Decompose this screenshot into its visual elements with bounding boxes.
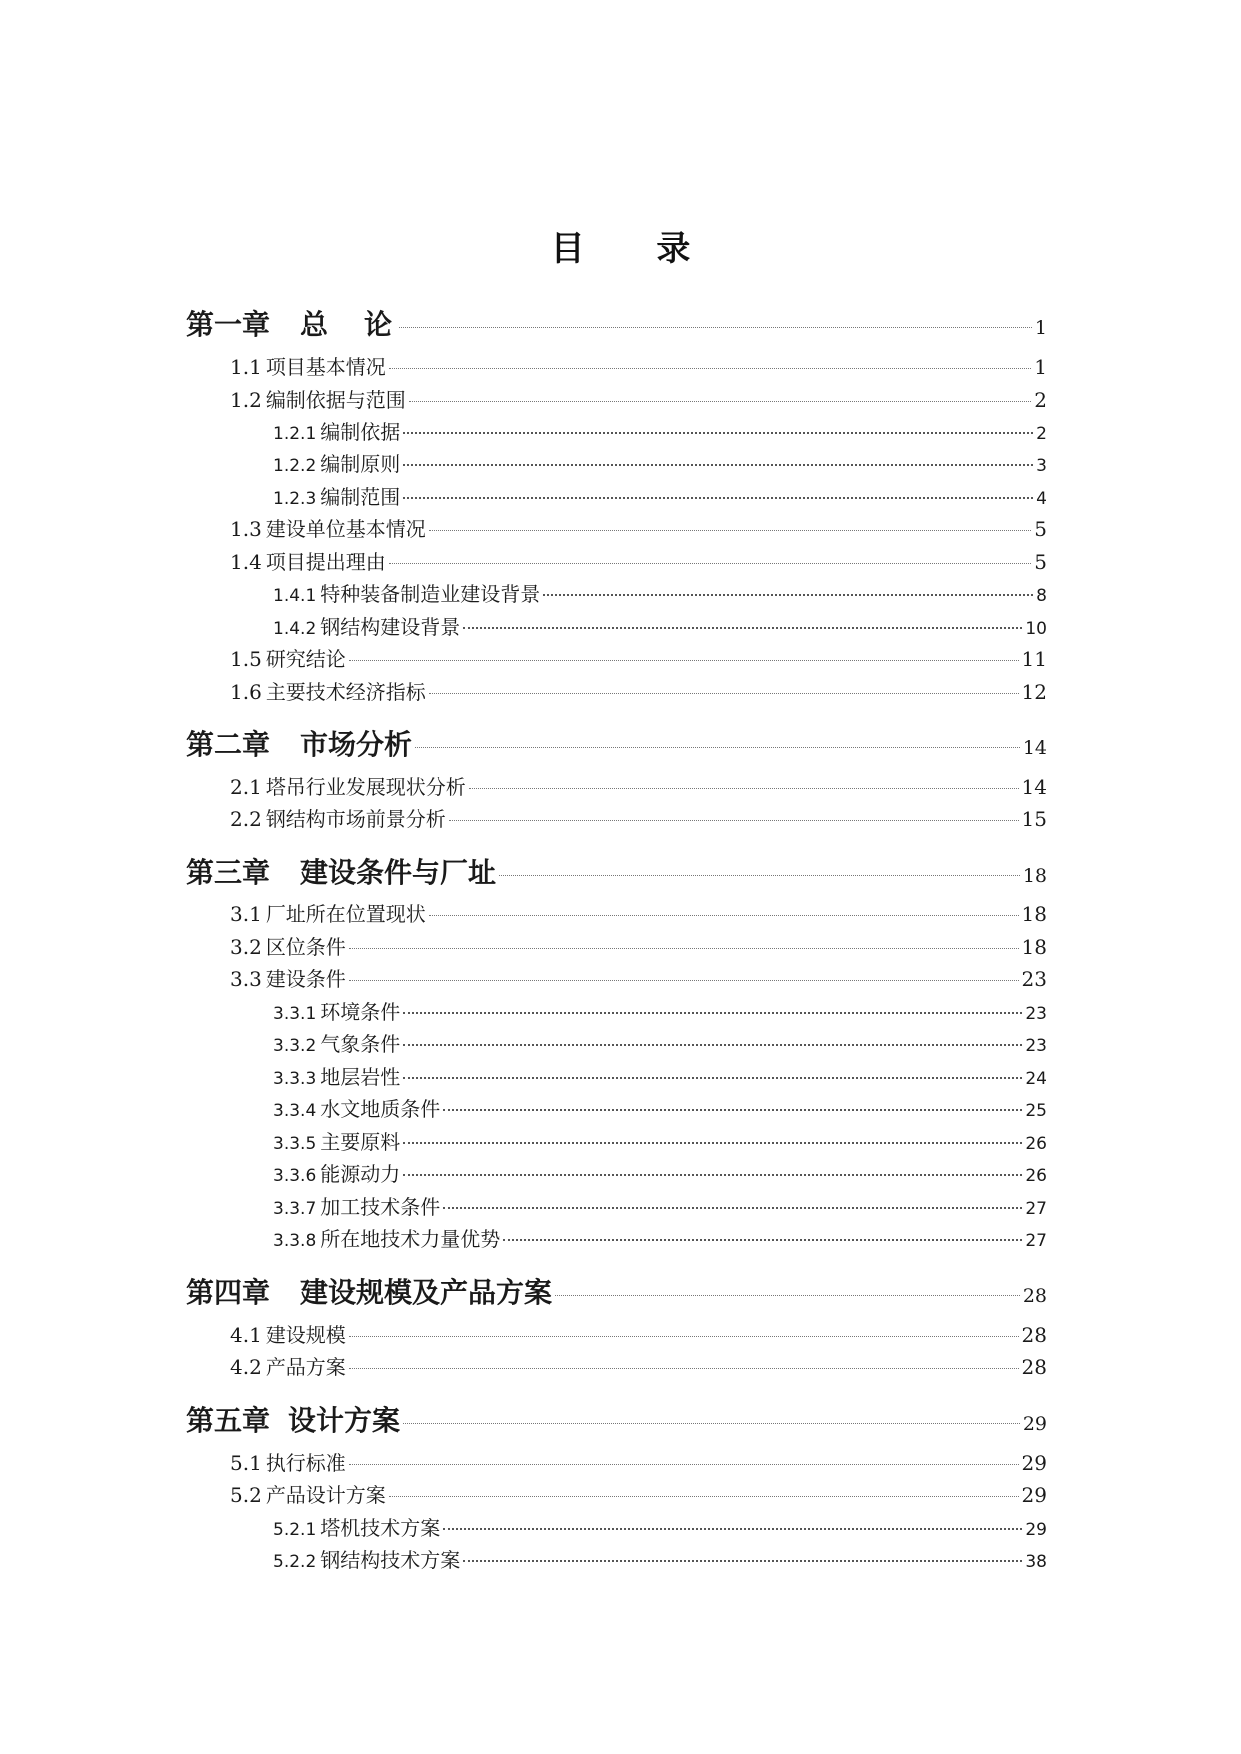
toc-entry-number: 5.2: [230, 1483, 262, 1507]
toc-entry-label: [273, 1191, 440, 1220]
toc-entry-page-number: 14: [1021, 775, 1047, 799]
toc-entry-page-number: 23: [1025, 1036, 1047, 1056]
toc-entry-text: 钢结构市场前景分析: [265, 807, 446, 831]
toc-entry-label: [273, 448, 400, 477]
toc-entry-number: 1.4: [230, 550, 262, 574]
toc-entry-text: 加工技术条件: [320, 1195, 441, 1219]
toc-entry-number: 4.1: [230, 1323, 262, 1347]
toc-entry-text: 气象条件: [320, 1032, 401, 1056]
dot-leader: [415, 747, 1020, 748]
toc-entry-section[interactable]: [230, 931, 1047, 960]
toc-entry-section[interactable]: [230, 1447, 1047, 1476]
dot-leader: [403, 1423, 1020, 1424]
toc-entry-sub[interactable]: [273, 416, 1047, 445]
toc-entry-number: 2.2: [230, 807, 262, 831]
toc-entry-label: [273, 611, 460, 640]
toc-entry-page-number: 29: [1021, 1483, 1047, 1507]
dot-leader: [499, 875, 1020, 876]
toc-entry-text: 钢结构建设背景: [320, 615, 461, 639]
toc-entry-section[interactable]: [230, 771, 1047, 800]
toc-entry-page-number: 18: [1021, 902, 1047, 926]
toc-entry-label: [230, 1447, 346, 1476]
toc-entry-label: [273, 416, 400, 445]
toc-entry-text: 建设规模: [265, 1323, 346, 1347]
dot-leader: [543, 594, 1033, 596]
toc-entry-number: 2.1: [230, 775, 262, 799]
dot-leader: [349, 1336, 1019, 1337]
toc-entry-number: 1.6: [230, 680, 262, 704]
toc-entry-text: 设计方案: [288, 1404, 401, 1437]
toc-entry-label: [273, 1544, 460, 1573]
toc-entry-number: 5.2.2: [273, 1552, 317, 1572]
toc-entry-label: [230, 643, 346, 672]
dot-leader: [429, 693, 1019, 694]
toc-entry-text: 主要原料: [320, 1130, 401, 1154]
toc-entry-page-number: 5: [1034, 517, 1047, 541]
dot-leader: [389, 1496, 1019, 1497]
toc-entry-text: 产品方案: [265, 1355, 346, 1379]
toc-entry-chapter[interactable]: [186, 1399, 1047, 1439]
toc-entry-text: 项目基本情况: [265, 355, 386, 379]
toc-entry-page-number: 27: [1025, 1231, 1047, 1251]
toc-entry-label: [186, 303, 396, 343]
toc-entry-page-number: 27: [1025, 1199, 1047, 1219]
toc-entry-section[interactable]: [230, 384, 1047, 413]
toc-entry-text: 塔机技术方案: [320, 1516, 441, 1540]
toc-entry-chapter[interactable]: [186, 1271, 1047, 1311]
dot-leader: [463, 1560, 1022, 1562]
toc-entry-label: [273, 1061, 400, 1090]
toc-entry-sub[interactable]: [273, 1512, 1047, 1541]
toc-entry-section[interactable]: [230, 1479, 1047, 1508]
toc-entry-label: [186, 851, 496, 891]
toc-entry-number: 3.3.3: [273, 1069, 317, 1089]
toc-entry-text: 产品设计方案: [265, 1483, 386, 1507]
toc-entry-text: 研究结论: [265, 647, 346, 671]
dot-leader: [463, 627, 1022, 629]
toc-entry-page-number: 18: [1021, 935, 1047, 959]
toc-entry-label: [230, 1319, 346, 1348]
dot-leader: [349, 980, 1019, 981]
toc-entry-number: 5.2.1: [273, 1520, 317, 1540]
dot-leader: [403, 1012, 1022, 1014]
toc-entry-page-number: 1: [1034, 355, 1047, 379]
dot-leader: [349, 1368, 1019, 1369]
toc-entry-number: 4.2: [230, 1355, 262, 1379]
dot-leader: [443, 1207, 1022, 1209]
toc-entry-text: 所在地技术力量优势: [320, 1227, 501, 1251]
toc-entry-section[interactable]: [230, 546, 1047, 575]
dot-leader: [399, 327, 1032, 328]
toc-entry-page-number: 14: [1022, 737, 1047, 759]
toc-entry-number: 1.2.1: [273, 424, 317, 444]
toc-entry-label: [186, 1271, 552, 1311]
toc-entry-page-number: 25: [1025, 1101, 1047, 1121]
toc-entry-text: 项目提出理由: [265, 550, 386, 574]
toc-entry-section[interactable]: [230, 643, 1047, 672]
page-title: 目 录: [550, 229, 721, 269]
toc-entry-page-number: 28: [1021, 1355, 1047, 1379]
dot-leader: [403, 1044, 1022, 1046]
toc-entry-sub[interactable]: [273, 1223, 1047, 1252]
toc-entry-number: 1.1: [230, 355, 262, 379]
toc-entry-number: 1.5: [230, 647, 262, 671]
toc-entry-number: 第四章: [186, 1276, 271, 1309]
toc-entry-text: 主要技术经济指标: [265, 680, 426, 704]
toc-entry-label: [230, 546, 386, 575]
dot-leader: [349, 1464, 1019, 1465]
toc-entry-section[interactable]: [230, 803, 1047, 832]
toc-entry-number: 1.4.2: [273, 619, 317, 639]
toc-entry-text: 水文地质条件: [320, 1097, 441, 1121]
dot-leader: [555, 1295, 1020, 1296]
toc-entry-text: 塔吊行业发展现状分析: [265, 775, 466, 799]
toc-entry-number: 3.3.1: [273, 1004, 317, 1024]
toc-entry-sub[interactable]: [273, 1158, 1047, 1187]
toc-entry-text: 总 论: [300, 308, 397, 341]
toc-entry-label: [273, 1093, 440, 1122]
dot-leader: [403, 464, 1033, 466]
toc-entry-page-number: 18: [1022, 865, 1047, 887]
toc-entry-text: 建设条件与厂址: [300, 856, 497, 889]
toc-entry-number: 1.2: [230, 388, 262, 412]
toc-entry-text: 区位条件: [265, 935, 346, 959]
toc-entry-text: 建设条件: [265, 967, 346, 991]
toc-entry-page-number: 29: [1025, 1520, 1047, 1540]
toc-entry-sub[interactable]: [273, 481, 1047, 510]
toc-entry-number: 1.2.3: [273, 489, 317, 509]
toc-entry-number: 3.3.4: [273, 1101, 317, 1121]
toc-entry-label: [230, 771, 466, 800]
toc-entry-number: 1.3: [230, 517, 262, 541]
toc-entry-chapter[interactable]: [186, 851, 1047, 891]
toc-entry-text: 特种装备制造业建设背景: [320, 582, 541, 606]
dot-leader: [503, 1239, 1022, 1241]
toc-entry-page-number: 1: [1034, 317, 1047, 339]
toc-entry-label: [273, 1512, 440, 1541]
toc-entry-section[interactable]: [230, 898, 1047, 927]
toc-entry-text: 执行标准: [265, 1451, 346, 1475]
toc-entry-number: 3.3.2: [273, 1036, 317, 1056]
dot-leader: [349, 948, 1019, 949]
toc-entry-label: [230, 513, 426, 542]
toc-entry-label: [273, 481, 400, 510]
toc-entry-sub[interactable]: [273, 1544, 1047, 1573]
toc-entry-text: 编制依据: [320, 420, 401, 444]
toc-entry-number: 3.2: [230, 935, 262, 959]
toc-entry-sub[interactable]: [273, 611, 1047, 640]
toc-entry-number: 第二章: [186, 728, 271, 761]
toc-entry-page-number: 3: [1036, 456, 1047, 476]
dot-leader: [403, 497, 1033, 499]
dot-leader: [469, 788, 1019, 789]
toc-entry-label: [186, 1399, 400, 1439]
dot-leader: [403, 432, 1033, 434]
toc-entry-number: 1.4.1: [273, 586, 317, 606]
toc-entry-text: 编制依据与范围: [265, 388, 406, 412]
dot-leader: [403, 1077, 1022, 1079]
toc-entry-page-number: 28: [1022, 1285, 1047, 1307]
toc-entry-text: 环境条件: [320, 1000, 401, 1024]
toc-entry-label: [273, 996, 400, 1025]
toc-entry-text: 厂址所在位置现状: [265, 902, 426, 926]
toc-entry-text: 建设单位基本情况: [265, 517, 426, 541]
toc-entry-text: 编制原则: [320, 452, 401, 476]
toc-entry-label: [230, 676, 426, 705]
toc-entry-label: [273, 1158, 400, 1187]
toc-entry-page-number: 23: [1025, 1004, 1047, 1024]
toc-entry-chapter[interactable]: [186, 303, 1047, 343]
dot-leader: [403, 1142, 1022, 1144]
dot-leader: [443, 1109, 1022, 1111]
toc-entry-sub[interactable]: [273, 1126, 1047, 1155]
toc-entry-section[interactable]: [230, 1351, 1047, 1380]
toc-entry-sub[interactable]: [273, 1061, 1047, 1090]
toc-entry-number: 3.1: [230, 902, 262, 926]
toc-entry-page-number: 26: [1025, 1166, 1047, 1186]
toc-entry-section[interactable]: [230, 513, 1047, 542]
dot-leader: [449, 820, 1019, 821]
toc-entry-sub[interactable]: [273, 1028, 1047, 1057]
toc-entry-section[interactable]: [230, 676, 1047, 705]
toc-entry-text: 建设规模及产品方案: [300, 1276, 553, 1309]
toc-entry-label: [273, 1126, 400, 1155]
toc-entry-page-number: 2: [1036, 424, 1047, 444]
toc-entry-label: [230, 898, 426, 927]
toc-entry-label: [230, 351, 386, 380]
toc-entry-chapter[interactable]: [186, 723, 1047, 763]
toc-entry-text: 能源动力: [320, 1162, 401, 1186]
toc-entry-label: [230, 931, 346, 960]
toc-entry-number: 第五章: [186, 1404, 271, 1437]
toc-entry-number: 第一章: [186, 308, 271, 341]
toc-entry-number: 5.1: [230, 1451, 262, 1475]
toc-entry-page-number: 23: [1021, 967, 1047, 991]
toc-entry-text: 地层岩性: [320, 1065, 401, 1089]
dot-leader: [349, 660, 1019, 661]
toc-entry-label: [230, 384, 406, 413]
dot-leader: [403, 1174, 1022, 1176]
toc-entry-sub[interactable]: [273, 996, 1047, 1025]
toc-entry-page-number: 38: [1025, 1552, 1047, 1572]
toc-entry-number: 3.3.6: [273, 1166, 317, 1186]
toc-entry-sub[interactable]: [273, 1191, 1047, 1220]
toc-entry-page-number: 15: [1021, 807, 1047, 831]
toc-entry-text: 钢结构技术方案: [320, 1548, 461, 1572]
toc-entry-page-number: 5: [1034, 550, 1047, 574]
toc-entry-page-number: 29: [1021, 1451, 1047, 1475]
toc-entry-page-number: 8: [1036, 586, 1047, 606]
toc-entry-page-number: 28: [1021, 1323, 1047, 1347]
toc-entry-sub[interactable]: [273, 448, 1047, 477]
toc-entry-number: 3.3.8: [273, 1231, 317, 1251]
dot-leader: [389, 563, 1031, 564]
toc-entry-page-number: 10: [1025, 619, 1047, 639]
toc-entry-number: 第三章: [186, 856, 271, 889]
toc-entry-page-number: 26: [1025, 1134, 1047, 1154]
toc-entry-label: [273, 578, 540, 607]
toc-entry-sub[interactable]: [273, 1093, 1047, 1122]
dot-leader: [429, 915, 1019, 916]
toc-entry-page-number: 11: [1021, 647, 1047, 671]
dot-leader: [409, 401, 1031, 402]
toc-entry-text: 市场分析: [300, 728, 413, 761]
dot-leader: [429, 530, 1031, 531]
toc-entry-label: [230, 1351, 346, 1380]
toc-entry-label: [230, 963, 346, 992]
toc-entry-text: 编制范围: [320, 485, 401, 509]
dot-leader: [443, 1528, 1022, 1530]
toc-entry-page-number: 29: [1022, 1413, 1047, 1435]
toc-entry-number: 3.3: [230, 967, 262, 991]
toc-entry-sub[interactable]: [273, 578, 1047, 607]
toc-entry-page-number: 24: [1025, 1069, 1047, 1089]
dot-leader: [389, 368, 1031, 369]
toc-entry-label: [273, 1028, 400, 1057]
toc-entry-label: [230, 803, 446, 832]
toc-entry-section[interactable]: [230, 351, 1047, 380]
toc-entry-number: 3.3.5: [273, 1134, 317, 1154]
toc-entry-page-number: 2: [1034, 388, 1047, 412]
toc-entry-section[interactable]: [230, 963, 1047, 992]
toc-entry-label: [230, 1479, 386, 1508]
toc-entry-page-number: 4: [1036, 489, 1047, 509]
toc-entry-label: [273, 1223, 500, 1252]
toc-entry-label: [186, 723, 412, 763]
toc-entry-page-number: 12: [1021, 680, 1047, 704]
toc-entry-number: 1.2.2: [273, 456, 317, 476]
toc-entry-number: 3.3.7: [273, 1199, 317, 1219]
toc-entry-section[interactable]: [230, 1319, 1047, 1348]
